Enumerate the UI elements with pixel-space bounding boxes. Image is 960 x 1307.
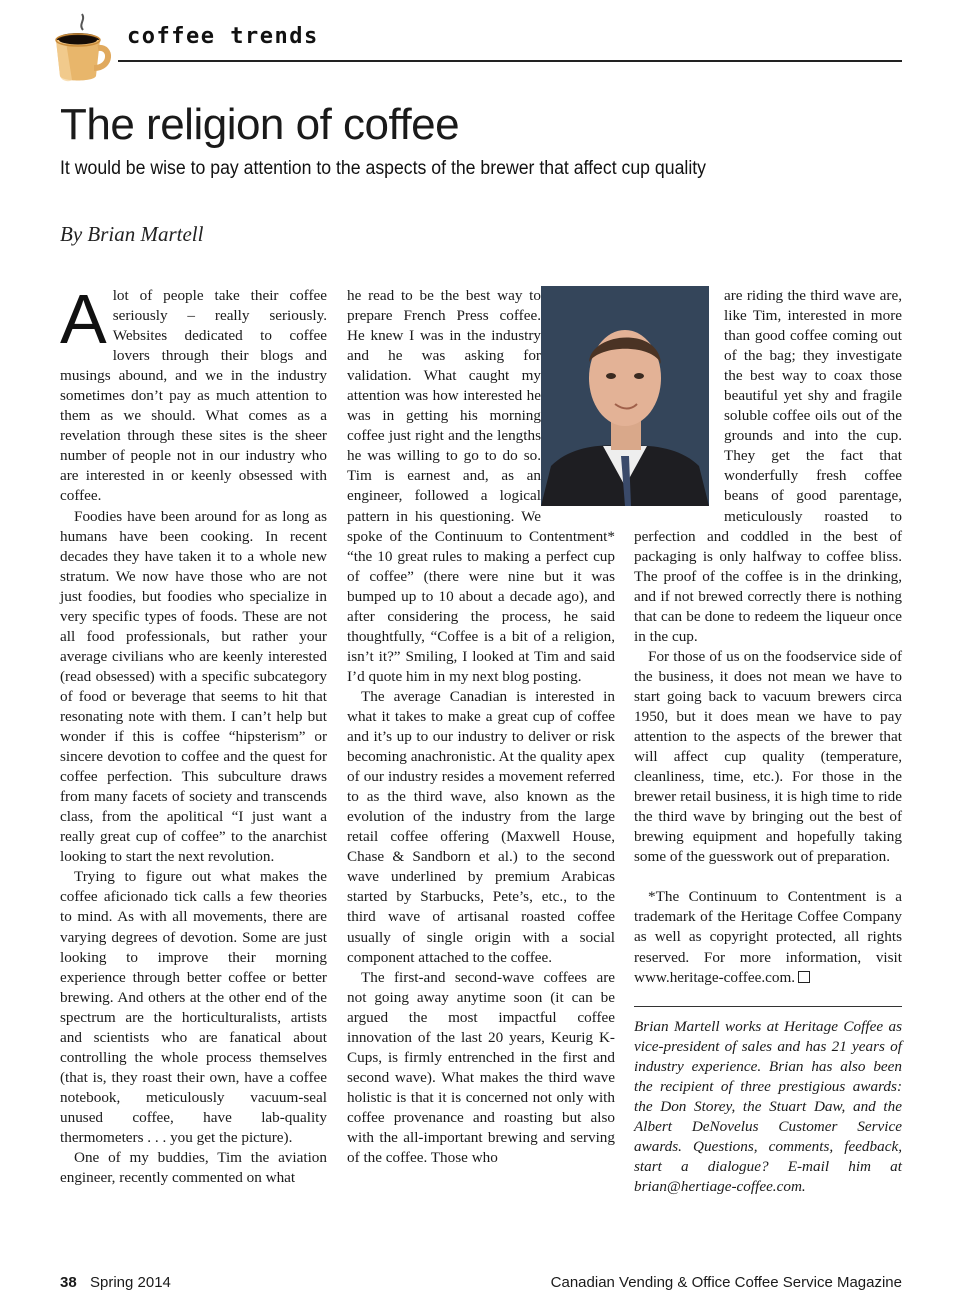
section-label: coffee trends — [127, 24, 319, 49]
bio-divider — [634, 1006, 902, 1007]
drop-cap: A — [60, 280, 107, 358]
byline: By Brian Martell — [60, 222, 204, 246]
issue-date: Spring 2014 — [90, 1274, 171, 1291]
header-rule — [118, 60, 902, 62]
paragraph: The average Canadian is interested in what it takes to make a great cup of coffee and it’s up to our industry to deliver or risk becoming anachronistic. At the quality apex of our industry resides a movement referred to as the third wave, also known as the evolution of the industry from the large retail coffee offering (Maxwell House, Chase & Sandborn et al.) to the second wave underlined by premium Arabicas started by Starbucks, Pete’s, etc., to the third wave of artisanal roasted coffee usually of single origin with a social component attached to the coffee. — [347, 687, 615, 966]
article-subtitle: It would be wise to pay attention to the aspects of the brewer that affect cup quality — [60, 158, 707, 179]
author-bio: Brian Martell works at Heritage Coffee as vice-president of sales and has 21 years of industry experience. Brian has also been the recipient of three prestigious awards: the Don Storey, the Stuart Daw, and the Albert DeNovelus Customer Service awards. Questions, comments, feedback, start a dialogue? E-mail him at brian@hertiage-coffee.com. — [634, 1017, 902, 1195]
paragraph: he read to be the best way to prepare French Press coffee. He knew I was in the industry and he was asking for validation. What caught my attention was how interested he was in getting his morning coffee just right and the lengths he was willing to go to do so. Tim is earnest and, as an engineer, followed a logical pattern in his questioning. We spoke of the Continuum to Contentment* “the 10 great rules to making a perfect cup of coffee” (there were nine but it was bumped up to 10 about a decade ago), and after considering the process, he said thoughtfully, “Coffee is a bit of a religion, isn’t it?” Smiling, I looked at Tim and said I’d quote him in my next blog posting. — [347, 287, 615, 685]
article-column-1 — [60, 280, 327, 1188]
end-mark-icon — [798, 971, 810, 983]
paragraph: Foodies have been around for as long as humans have been cooking. In recent decades they have taken it to a whole new stratum. We now have those who are not just foodies, but foodies who specialize in very specific types of foods. These are not all food professionals, but rather your average civilians who are keenly interested (read obsessed) with a specific subcategory of food or beverage that seems to hit that resonating note with them. I can’t help but wonder if this is coffee “hipsterism” or sincere devotion to coffee and the quest for coffee perfection. This subculture draws from many facets of society and transcends class, from the apolitical “I just want a really great cup of coffee” to the anarchist looking to start the next revolution. — [60, 507, 327, 866]
magazine-name: Canadian Vending & Office Coffee Service Magazine — [550, 1274, 902, 1291]
article-column-2 — [347, 286, 615, 1168]
paragraph: For those of us on the foodservice side of the business, it does not mean we have to start going back to vacuum brewers circa 1950, but it does mean we have to pay attention to the aspects of the brewer that will affect cup quality (temperature, cleanliness, time, etc.). For those in the brewer retail business, it is high time to ride the third wave by bringing out the best of brewing equipment and hopefully taking some of the guesswork out of preparation. — [634, 647, 902, 866]
paragraph: One of my buddies, Tim the aviation engineer, recently commented on what — [60, 1149, 327, 1187]
photo-wrap-spacer — [630, 286, 724, 516]
coffee-mug-icon — [50, 12, 114, 84]
page-number: 38 — [60, 1274, 77, 1291]
article-column-3 — [634, 286, 902, 1197]
footnote: *The Continuum to Contentment is a trademark of the Heritage Coffee Company as well as copyright protected, all rights reserved. For more information, visit www.heritage-coffee.com. — [634, 888, 902, 986]
article-title: The religion of coffee — [60, 100, 460, 149]
paragraph: are riding the third wave are, like Tim, interested in more than good coffee coming out of the bag; they investigate the best way to coax those beautiful yet shy and fragile soluble coffee oils out of the grounds and into the cup. They get the fact that wonderfully fresh coffee beans of good parentage, meticulously roasted to perfection and coddled in the best of packaging is only halfway to coffee bliss. The proof of the coffee is in the drinking, and if not brewed correctly there is nothing that can be done to redeem the liqueur once in the cup. — [634, 287, 902, 645]
paragraph: The first-and second-wave coffees are not going away anytime soon (it can be argued the most impactful coffee innovation of the last 20 years, Keurig K-Cups, is firmly entrenched in the first and second wave). What makes the third wave holistic is that it is concerned not only with coffee provenance and roasting but also with the all-important brewing and serving of the coffee. Those who — [347, 968, 615, 1167]
paragraph: Alot of people take their coffee seriously – really seriously. Websites dedicated to coffee lovers through their blogs and musings abound, and we in the industry sometimes don’t pay as much attention to them as we should. What comes as a revelation through these sites is the sheer number of people not in our industry who are interested in or keenly obsessed with coffee. — [60, 280, 327, 505]
paragraph: Trying to figure out what makes the coffee aficionado tick calls a few theories to mind. As with all movements, there are varying degrees of devotion. Some are just looking to improve their morning experience through better coffee or better brewing. And others at the other end of the spectrum are the horticulturalists, artists and scientists who are fanatical about controlling the whole process themselves (that is, they roast their own, have a coffee notebook, meticulously vacuum-seal unused coffee, have lab-quality thermometers . . . you get the picture). — [60, 868, 327, 1146]
